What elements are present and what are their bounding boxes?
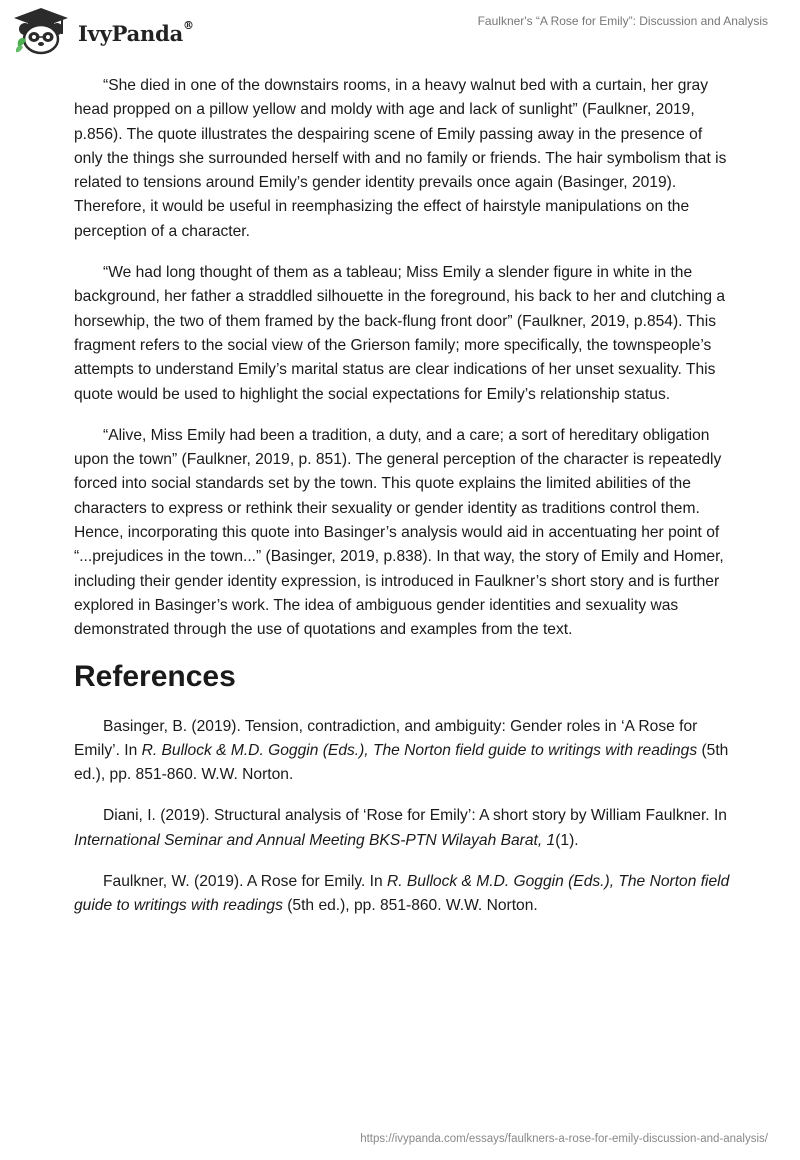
brand-name: IvyPanda® xyxy=(78,18,194,46)
reference-entry-3: Faulkner, W. (2019). A Rose for Emily. In R. Bullock & M.D. Goggin (Eds.), The Norton field guide to writings with readings (5th ed.), pp. 851-860. W.W. Norton. xyxy=(74,873,730,915)
registered-mark: ® xyxy=(183,18,194,32)
reference-3-source: R. Bullock & M.D. Goggin (Eds.), The Norton field guide to writings with readings xyxy=(74,873,730,915)
brand-logo[interactable] xyxy=(12,6,194,56)
panda-graduate-icon xyxy=(12,6,70,56)
source-url[interactable]: https://ivypanda.com/essays/faulkners-a-rose-for-emily-discussion-and-analysis/ xyxy=(360,1133,768,1145)
essay-content xyxy=(74,74,730,936)
page-header xyxy=(0,0,800,70)
body-paragraph-1: “She died in one of the downstairs rooms, in a heavy walnut bed with a curtain, her gray head propped on a pillow yellow and moldy with age and lack of sunlight” (Faulkner, 2019, p.856). The quote illustrates the despairing scene of Emily passing away in the presence of only the things she surrounded herself with and no family or friends. The hair symbolism that is related to tensions around Emily’s gender identity prevails once again (Basinger, 2019). Therefore, it would be useful in reemphasizing the effect of hairstyle manipulations on the perception of a character. xyxy=(74,77,727,240)
reference-2-source: International Seminar and Annual Meeting BKS-PTN Wilayah Barat, 1 xyxy=(74,831,556,849)
references-heading: References xyxy=(74,659,236,693)
reference-entry-2: Diani, I. (2019). Structural analysis of ‘Rose for Emily’: A short story by William Faulkner. In International Seminar and Annual Meeting BKS-PTN Wilayah Barat, 1(1). xyxy=(74,807,727,849)
body-paragraph-2: “We had long thought of them as a tableau; Miss Emily a slender figure in white in the background, her father a straddled silhouette in the foreground, his back to her and clutching a horsewhip, the two of them framed by the back-flung front door” (Faulkner, 2019, p.854). This fragment refers to the social view of the Grierson family; more specifically, the townspeople’s attempts to understand Emily’s marital status are clear indications of her unset sexuality. This quote would be used to highlight the social expectations for Emily’s relationship status. xyxy=(74,264,726,403)
body-paragraph-3: “Alive, Miss Emily had been a tradition, a duty, and a care; a sort of hereditary obligation upon the town” (Faulkner, 2019, p. 851). The general perception of the character is repeatedly forced into social standards set by the town. This quote explains the limited abilities of the characters to express or rethink their sexuality or gender identity as traditions control them. Hence, incorporating this quote into Basinger’s analysis would aid in accentuating her point of “...prejudices in the town...” (Basinger, 2019, p.838). In that way, the story of Emily and Homer, including their gender identity expression, is introduced in Faulkner’s short story and is further explored in Basinger’s work. The idea of ambiguous gender identities and sexuality was demonstrated through the use of quotations and examples from the text. xyxy=(74,426,724,639)
reference-entry-1: Basinger, B. (2019). Tension, contradiction, and ambiguity: Gender roles in ‘A Rose for Emily’. In R. Bullock & M.D. Goggin (Eds.), The Norton field guide to writings with readings (5th ed.), pp. 851-860. W.W. Norton. xyxy=(74,717,729,784)
reference-1-source: R. Bullock & M.D. Goggin (Eds.), The Norton field guide to writings with readings xyxy=(141,741,698,759)
document-title: Faulkner's “A Rose for Emily”: Discussion and Analysis xyxy=(477,14,768,28)
